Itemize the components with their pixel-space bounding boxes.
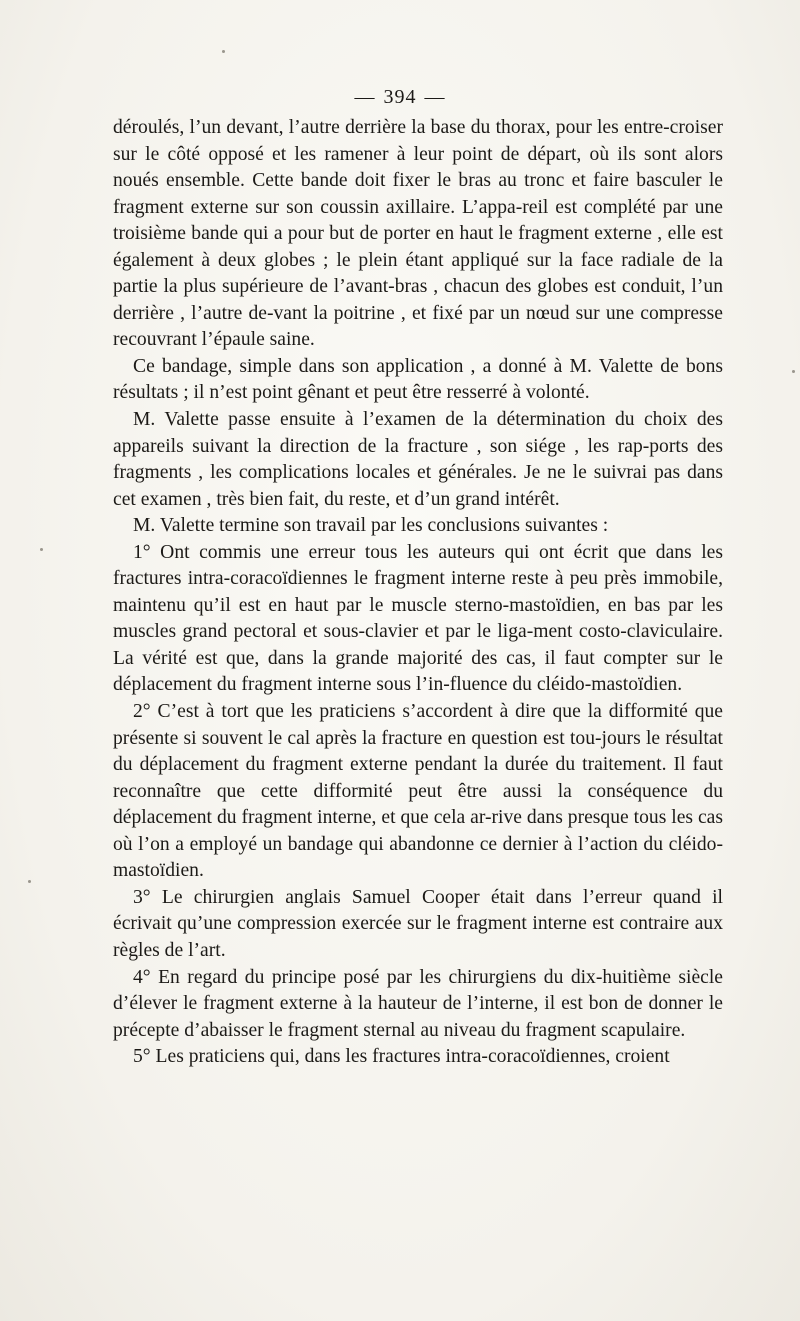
paper-speck	[222, 50, 225, 53]
conclusion-4: 4° En regard du principe posé par les chirurgiens du dix-huitième siècle d’élever le fragment externe à la hauteur de l’interne, il est bon de donner le précepte d’abaisser le fragment sternal au niveau du fragment scapulaire.	[113, 966, 723, 1041]
page-number: 394	[383, 86, 417, 108]
conclusion-2: 2° C’est à tort que les praticiens s’accordent à dire que la difformité que présente si souvent le cal après la fracture en question est tou-jours le résultat du déplacement du fragment externe pendant la durée du traitement. Il faut reconnaître que cette difformité peut être aussi la conséquence du déplacement du fragment interne, et que cela ar-rive dans presque tous les cas où l’on a employé un bandage qui abandonne ce dernier à l’action du cléido-mastoïdien.	[113, 701, 723, 882]
conclusion-3: 3° Le chirurgien anglais Samuel Cooper était dans l’erreur quand il écrivait qu’une compression exercée sur le fragment interne est contraire aux règles de l’art.	[113, 886, 723, 961]
paragraph-continued: déroulés, l’un devant, l’autre derrière la base du thorax, pour les entre-croiser sur le côté opposé et les ramener à leur point de départ, où ils sont alors noués ensemble. Cette bande doit fixer le bras au tronc et faire basculer le fragment externe sur son coussin axillaire. L’appa-reil est complété par une troisième bande qui a pour but de porter en haut le fragment externe , elle est également à deux globes ; le plein étant appliqué sur la face radiale de la partie la plus supérieure de l’avant-bras , chacun des globes est conduit, l’un derrière , l’autre de-vant la poitrine , et fixé par un nœud sur une compresse recouvrant l’épaule saine.	[113, 117, 723, 351]
page-body	[113, 115, 723, 1071]
paragraph-examination: M. Valette passe ensuite à l’examen de la détermination du choix des appareils suivant la direction de la fracture , son siége , les rap-ports des fragments , les complications locales et générales. Je ne le suivrai pas dans cet examen , très bien fait, du reste, et d’un grand intérêt.	[113, 409, 723, 510]
conclusion-5: 5° Les praticiens qui, dans les fractures intra-coracoïdiennes, croient	[133, 1046, 670, 1068]
header-dash-left: —	[354, 86, 376, 108]
paragraph-conclusions-intro: M. Valette termine son travail par les conclusions suivantes :	[133, 515, 609, 537]
header-dash-right: —	[424, 86, 446, 108]
conclusion-1: 1° Ont commis une erreur tous les auteurs qui ont écrit que dans les fractures intra-coracoïdiennes le fragment interne reste à peu près immobile, maintenu qu’il est en haut par le muscle sterno-mastoïdien, en bas par les muscles grand pectoral et sous-clavier et par le liga-ment costo-claviculaire. La vérité est que, dans la grande majorité des cas, il faut compter sur le déplacement du fragment interne sous l’in-fluence du cléido-mastoïdien.	[113, 541, 723, 696]
paper-speck	[40, 548, 43, 551]
paragraph-bandage-results: Ce bandage, simple dans son application , a donné à M. Valette de bons résultats ; il n’est point gênant et peut être resserré à volonté.	[113, 355, 723, 404]
paper-speck	[792, 370, 795, 373]
page-header	[0, 86, 800, 109]
paper-speck	[28, 880, 31, 883]
